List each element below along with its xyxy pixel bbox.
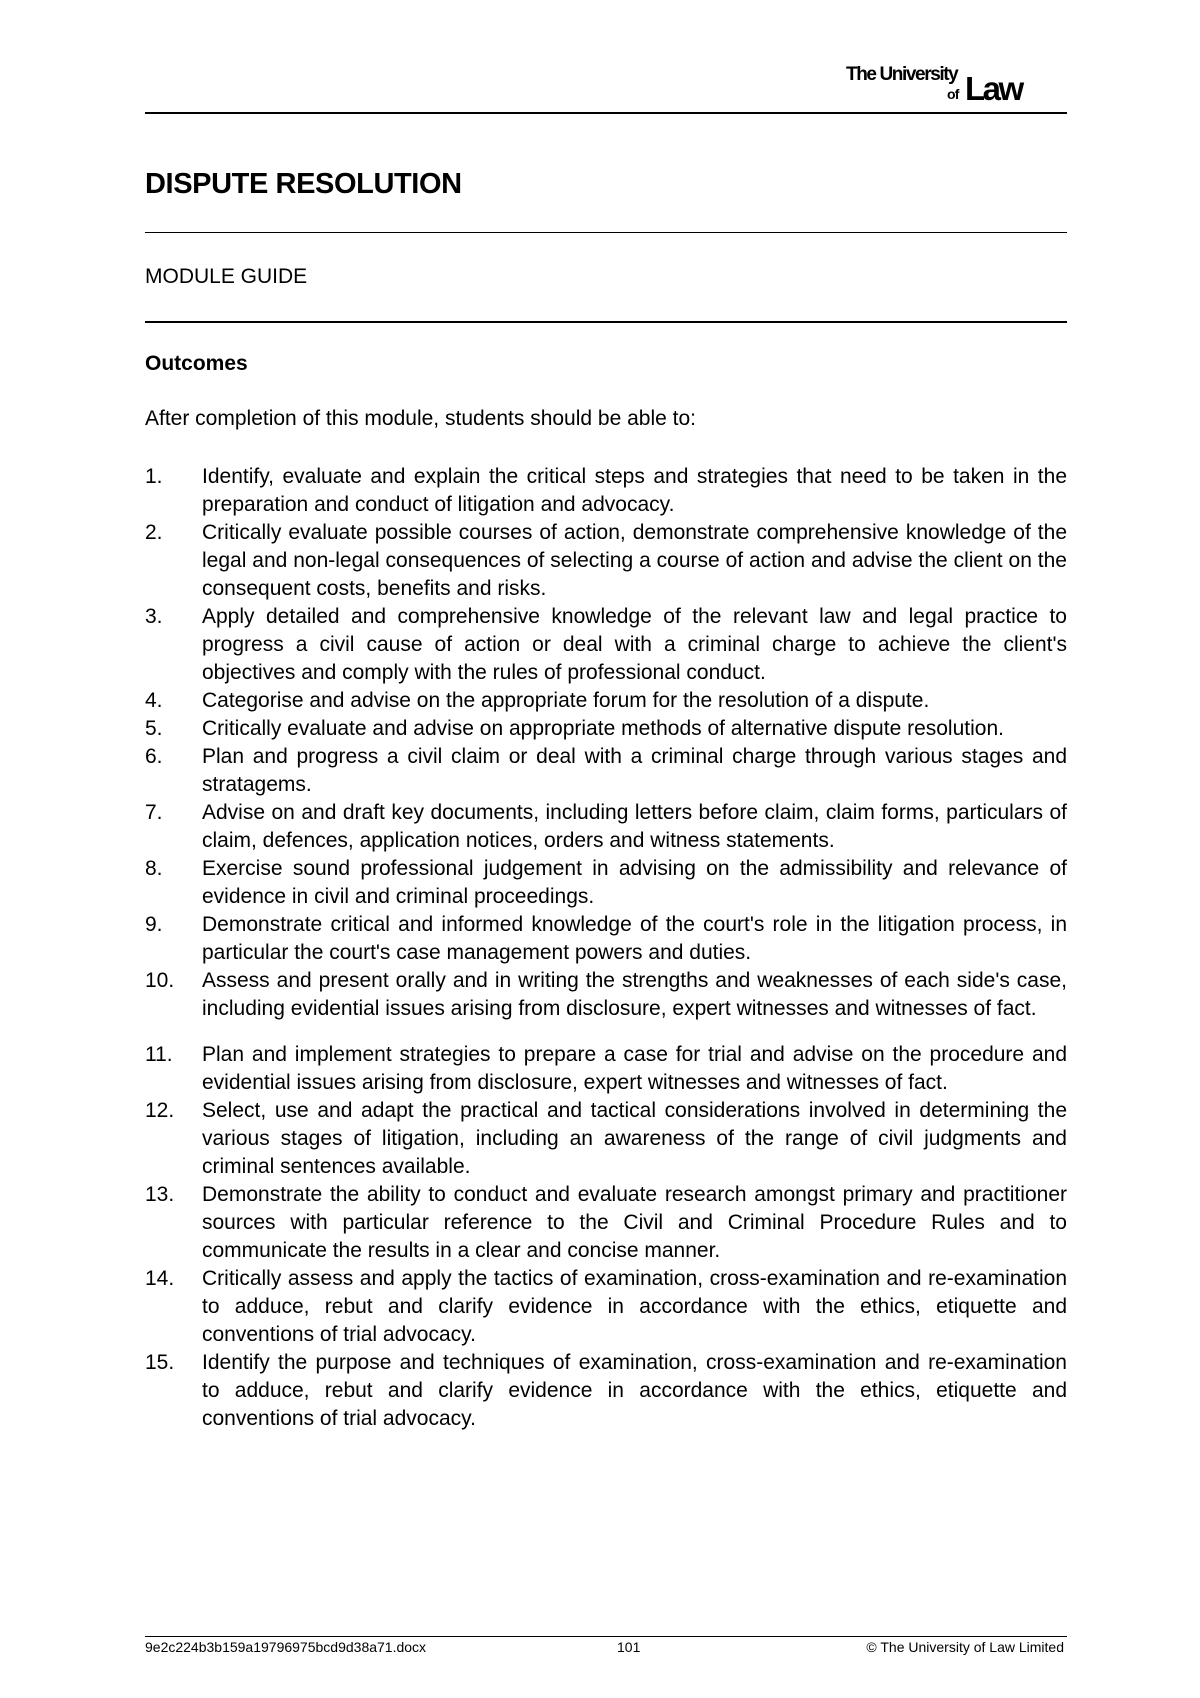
- outcome-number: 15.: [145, 1351, 175, 1374]
- outcome-number: 5.: [145, 717, 163, 740]
- logo-text-of: of: [947, 86, 959, 102]
- outcome-text: Identify the purpose and techniques of examination, cross-examination and re-examination to adduce, rebut and clarify evidence in accordance with the ethics, etiquette and conventions of trial advocacy.: [202, 1351, 1067, 1430]
- outcome-text: Advise on and draft key documents, including letters before claim, claim forms, particulars of claim, defences, application notices, orders and witness statements.: [202, 801, 1067, 852]
- outcomes-heading: Outcomes: [145, 352, 248, 375]
- module-guide-divider: [145, 321, 1067, 323]
- footer-divider: [145, 1636, 1067, 1637]
- outcome-text: Critically evaluate possible courses of action, demonstrate comprehensive knowledge of the legal and non-legal consequences of selecting a course of action and advise the client on the consequent costs, benefits and risks.: [202, 521, 1067, 600]
- outcome-text: Identify, evaluate and explain the critical steps and strategies that need to be taken in the preparation and conduct of litigation and advocacy.: [202, 465, 1067, 516]
- outcome-text: Plan and progress a civil claim or deal with a criminal charge through various stages and stratagems.: [202, 745, 1067, 796]
- outcome-text: Select, use and adapt the practical and tactical considerations involved in determining the various stages of litigation, including an awareness of the range of civil judgments and criminal sentences available.: [202, 1099, 1067, 1178]
- outcome-item: [145, 855, 1067, 911]
- outcome-text: Critically evaluate and advise on appropriate methods of alternative dispute resolution.: [202, 717, 1004, 740]
- outcome-number: 7.: [145, 801, 163, 824]
- university-logo: [846, 64, 1066, 110]
- outcome-item: [145, 715, 1067, 743]
- intro-text: After completion of this module, students should be able to:: [145, 407, 696, 430]
- outcome-text: Plan and implement strategies to prepare a case for trial and advise on the procedure and evidential issues arising from disclosure, expert witnesses and witnesses of fact.: [202, 1043, 1067, 1094]
- outcome-item: [145, 799, 1067, 855]
- outcome-text: Demonstrate the ability to conduct and evaluate research amongst primary and practitioner sources with particular reference to the Civil and Criminal Procedure Rules and to communicate the results in a clear and concise manner.: [202, 1183, 1067, 1262]
- outcome-item: [145, 1041, 1067, 1097]
- footer-page-number: 101: [617, 1639, 641, 1655]
- outcome-number: 11.: [145, 1043, 173, 1066]
- outcome-item: [145, 1349, 1067, 1433]
- outcome-item: [145, 743, 1067, 799]
- outcome-text: Critically assess and apply the tactics of examination, cross-examination and re-examination to adduce, rebut and clarify evidence in accordance with the ethics, etiquette and conventions of trial advocacy.: [202, 1267, 1067, 1346]
- footer-filename: 9e2c224b3b159a19796975bcd9d38a71.docx: [145, 1639, 427, 1655]
- outcome-number: 10.: [145, 969, 175, 992]
- header-divider: [145, 112, 1067, 114]
- module-guide-heading: MODULE GUIDE: [145, 265, 308, 288]
- outcome-item: [145, 687, 1067, 715]
- logo-text-law: Law: [965, 70, 1022, 107]
- page-title: DISPUTE RESOLUTION: [145, 168, 462, 200]
- page-footer: [145, 1639, 1067, 1661]
- outcome-text: Categorise and advise on the appropriate forum for the resolution of a dispute.: [202, 689, 930, 712]
- footer-copyright: © The University of Law Limited: [866, 1639, 1064, 1655]
- outcome-number: 1.: [145, 465, 163, 488]
- outcome-item: [145, 911, 1067, 967]
- outcomes-list: [145, 463, 1067, 1433]
- outcome-number: 12.: [145, 1099, 175, 1122]
- outcome-number: 13.: [145, 1183, 175, 1206]
- outcome-text: Apply detailed and comprehensive knowledge of the relevant law and legal practice to progress a civil cause of action or deal with a criminal charge to achieve the client's objectives and comply with the rules of professional conduct.: [202, 605, 1067, 684]
- outcome-number: 3.: [145, 605, 163, 628]
- outcome-item: [145, 463, 1067, 519]
- outcome-number: 6.: [145, 745, 163, 768]
- outcome-number: 8.: [145, 857, 163, 880]
- outcome-item: [145, 967, 1067, 1023]
- outcome-item: [145, 603, 1067, 687]
- outcome-item: [145, 1265, 1067, 1349]
- logo-text-the-university: The University: [846, 64, 958, 85]
- outcome-number: 14.: [145, 1267, 175, 1290]
- outcome-item: [145, 1181, 1067, 1265]
- outcome-text: Assess and present orally and in writing the strengths and weaknesses of each side's case, including evidential issues arising from disclosure, expert witnesses and witnesses of fact.: [202, 969, 1067, 1020]
- outcome-item: [145, 1097, 1067, 1181]
- outcome-number: 9.: [145, 913, 163, 936]
- outcome-number: 4.: [145, 689, 163, 712]
- outcome-item: [145, 519, 1067, 603]
- outcome-text: Exercise sound professional judgement in advising on the admissibility and relevance of evidence in civil and criminal proceedings.: [202, 857, 1067, 908]
- title-divider: [145, 232, 1067, 233]
- outcome-number: 2.: [145, 521, 163, 544]
- outcome-text: Demonstrate critical and informed knowledge of the court's role in the litigation process, in particular the court's case management powers and duties.: [202, 913, 1067, 964]
